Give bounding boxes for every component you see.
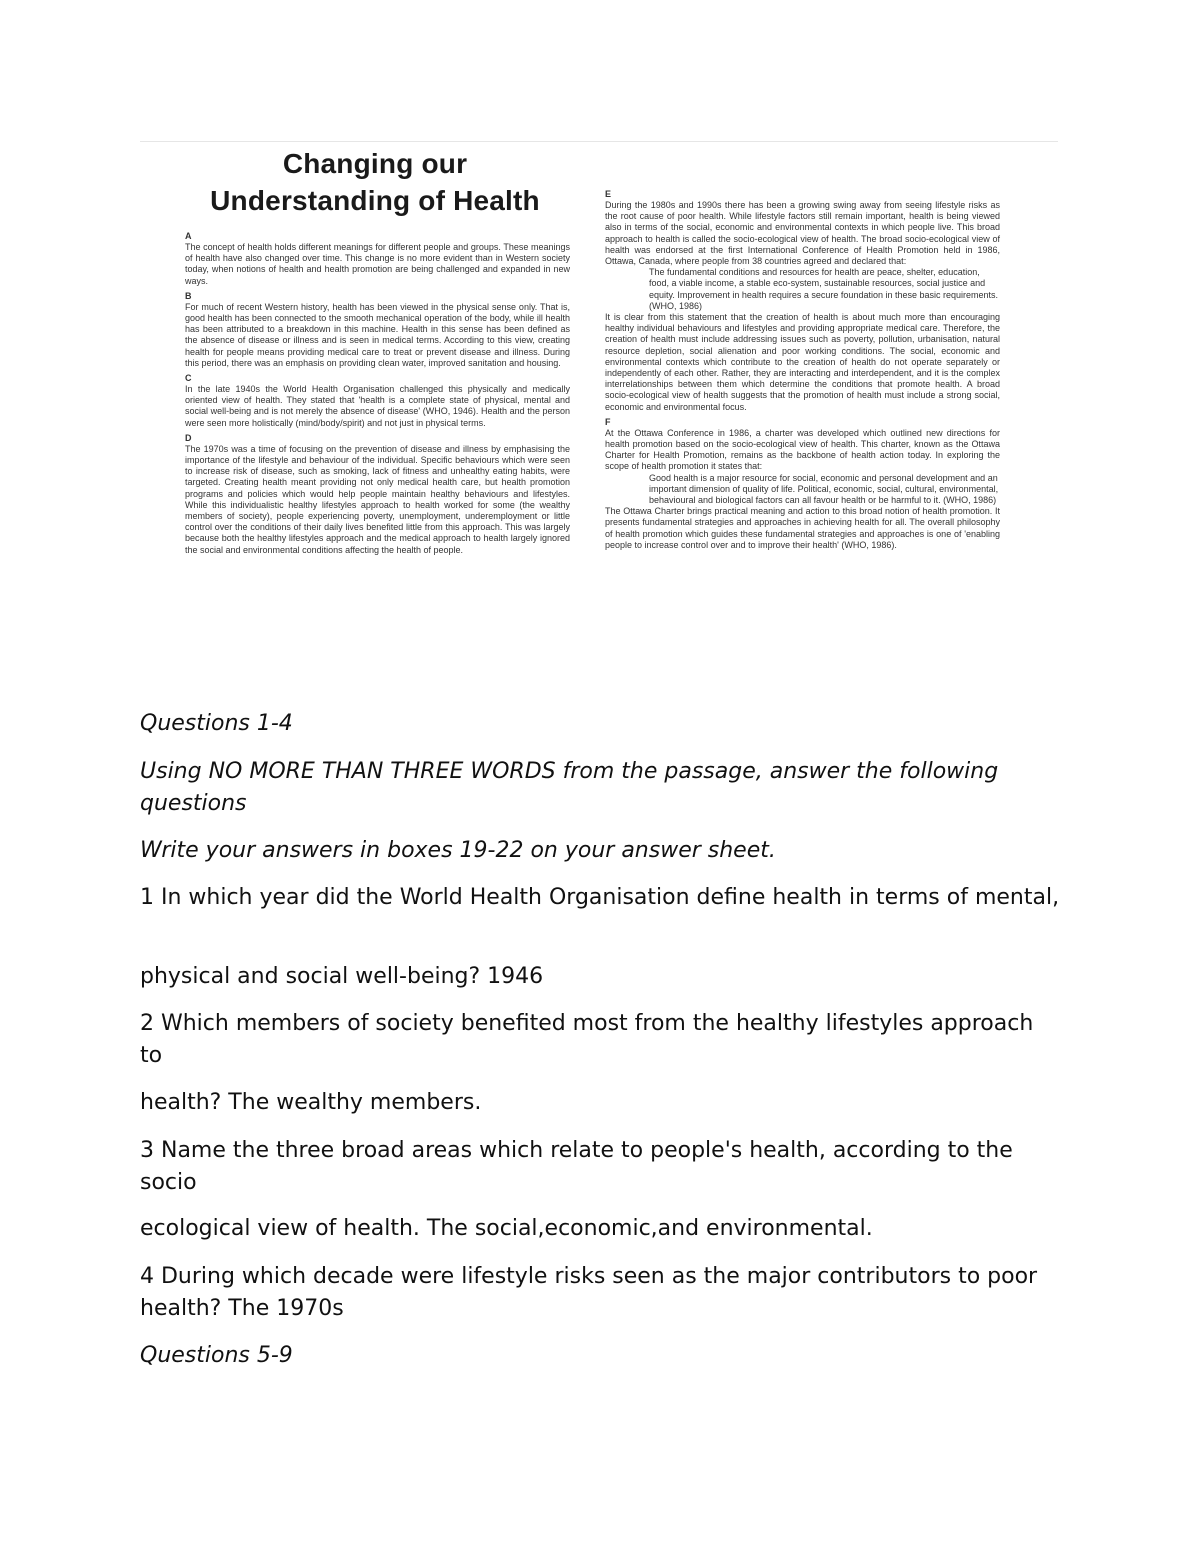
section-letter: C xyxy=(185,373,192,384)
article-title-line2: Understanding of Health xyxy=(210,185,540,216)
section-letter: D xyxy=(185,432,192,443)
article-title-line1: Changing our xyxy=(282,148,468,179)
section-paragraph: At the Ottawa Conference in 1986, a charter was developed which outlined new directions for health promotion based on the socio-ecological view of health. This charter, known as the Ottawa Charter for Health Promotion, remains as the backbone of health action today. In exploring the scope of health promotion it states that: xyxy=(605,427,1000,472)
question-1-answer: physical and social well-being? 1946 xyxy=(140,964,544,989)
top-divider xyxy=(140,141,1058,142)
section-letter: B xyxy=(185,290,192,301)
section-letter: E xyxy=(605,189,612,199)
question-3-answer: ecological view of health. The social,economic,and environmental. xyxy=(140,1216,873,1241)
question-4: 4 During which decade were lifestyle risks seen as the major contributors to poor health? The 1970s xyxy=(140,1264,1038,1321)
section-paragraph: The concept of health holds different meanings for different people and groups. These meanings of health have also changed over time. This change is no more evident than in Western society today, when notions of health and health promotion are being challenged and expanded in new ways. xyxy=(185,242,570,286)
block-quote: The fundamental conditions and resources for health are peace, shelter, education, food, a viable income, a stable eco-system, sustainable resources, social justice and equity. Improvement in health requires a secure foundation in these basic requirements. (WHO, 1986) xyxy=(649,267,999,311)
instruction-word-limit: Using NO MORE THAN THREE WORDS from the passage, answer the following questions xyxy=(140,759,999,816)
section-paragraph: For much of recent Western history, health has been viewed in the physical sense only. That is, good health has been connected to the smooth mechanical operation of the body, while ill health has been attributed to a breakdown in this machine. Health in this sense has been defined as the absence of disease or illness and is seen in medical terms. According to this view, creating health for people means providing medical care to treat or prevent disease and illness. During this period, there was an emphasis on providing clean water, improved sanitation and housing. xyxy=(185,301,570,368)
instruction-answer-sheet: Write your answers in boxes 19-22 on your answer sheet. xyxy=(140,838,776,863)
question-1: 1 In which year did the World Health Organisation define health in terms of mental, xyxy=(140,885,1060,910)
article-scan xyxy=(180,145,1000,680)
section-paragraph: During the 1980s and 1990s there has been a growing swing away from seeing lifestyle risks as the root cause of poor health. While lifestyle factors still remain important, health is being viewed also in terms of the social, economic and environmental contexts in which people live. This broad approach to health is called the socio-ecological view of health. The broad socio-ecological view of health was endorsed at the first International Conference of Health Promotion held in 1986, Ottawa, Canada, where people from 38 countries agreed and declared that: xyxy=(605,200,1000,267)
article-right-column xyxy=(605,185,1000,551)
article-left-column xyxy=(185,145,570,556)
section-letter: A xyxy=(185,231,192,241)
question-3: 3 Name the three broad areas which relate to people's health, according to the socio xyxy=(140,1138,1013,1195)
section-paragraph: In the late 1940s the World Health Organisation challenged this physically and medically oriented view of health. They stated that 'health is a complete state of physical, mental and social well-being and is not merely the absence of disease' (WHO, 1946). Health and the person were seen more holistically (mind/body/spirit) and not just in physical terms. xyxy=(185,384,570,428)
section-paragraph: It is clear from this statement that the creation of health is about much more than encouraging healthy individual behaviours and lifestyles and providing appropriate medical care. Therefore, the creation of health must include addressing issues such as poverty, pollution, urbanisation, natural resource depletion, social alienation and poor working conditions. The social, economic and environmental contexts which contribute to the creation of health do not operate separately or independently of each other. Rather, they are interacting and interdependent, and it is the complex interrelationships between them which determine the conditions that promote health. A broad socio-ecological view of health suggests that the promotion of health must include a strong social, economic and environmental focus. xyxy=(605,312,1000,412)
questions-heading-5-9: Questions 5-9 xyxy=(140,1343,293,1368)
section-paragraph: The 1970s was a time of focusing on the prevention of disease and illness by emphasising the importance of the lifestyle and behaviour of the individual. Specific behaviours which were seen to increase risk of disease, such as smoking, lack of fitness and unhealthy eating habits, were targeted. Creating health meant providing not only medical health care, but health promotion programs and policies which would help people maintain healthy behaviours and lifestyles. While this individualistic healthy lifestyles approach to health worked for some (the wealthy members of society), people experiencing poverty, unemployment, underemployment or little control over the conditions of their daily lives benefited little from this approach. This was largely because both the healthy lifestyles approach and the medical approach to health largely ignored the social and environmental conditions affecting the health of people. xyxy=(185,443,570,555)
question-2: 2 Which members of society benefited most from the healthy lifestyles approach to xyxy=(140,1011,1034,1068)
block-quote: Good health is a major resource for social, economic and personal development and an important dimension of quality of life. Political, economic, social, cultural, environmental, behavioural and biological factors can all favour health or be harmful to it. (WHO, 1986) xyxy=(649,472,999,506)
question-2-answer: health? The wealthy members. xyxy=(140,1090,482,1115)
section-paragraph: The Ottawa Charter brings practical meaning and action to this broad notion of health promotion. It presents fundamental strategies and approaches in achieving health for all. The overall philosophy of health promotion which guides these fundamental strategies and approaches is one of 'enabling people to increase control over and to improve their health' (WHO, 1986). xyxy=(605,506,1000,550)
article-title xyxy=(185,145,565,219)
section-letter: F xyxy=(605,416,611,427)
questions-heading-1-4: Questions 1-4 xyxy=(140,711,293,736)
